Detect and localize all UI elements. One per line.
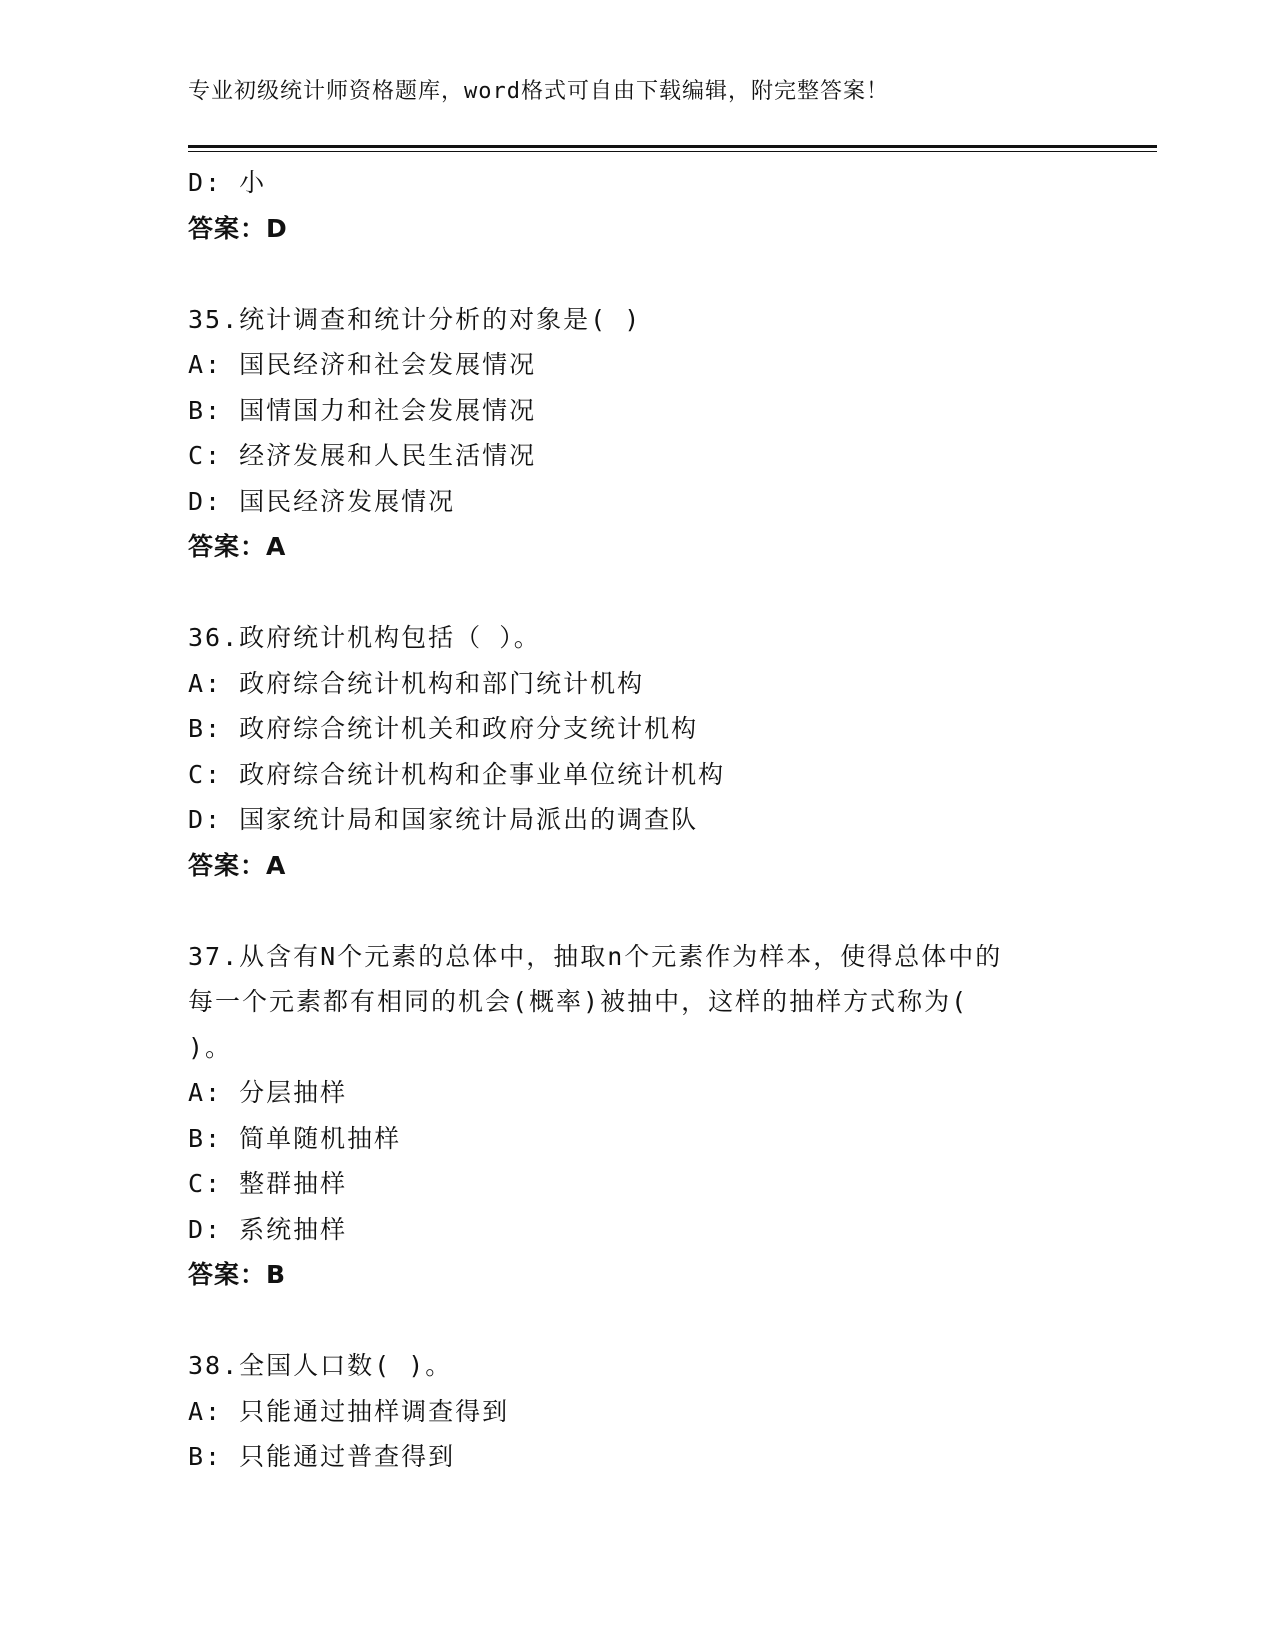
question-stem: 37.从含有N个元素的总体中，抽取n个元素作为样本，使得总体中的 bbox=[188, 941, 1003, 971]
header-rule-thick bbox=[188, 145, 1157, 148]
question-stem: 36.政府统计机构包括（ ）。 bbox=[188, 623, 541, 652]
option-c: C: 整群抽样 bbox=[188, 1169, 348, 1198]
option-d: D: 国民经济发展情况 bbox=[188, 486, 456, 516]
option-b: B: 国情国力和社会发展情况 bbox=[188, 395, 537, 425]
question-stem: 每一个元素都有相同的机会(概率)被抽中，这样的抽样方式称为( bbox=[188, 987, 969, 1016]
option-a: A: 政府综合统计机构和部门统计机构 bbox=[188, 668, 645, 698]
option-b: B: 政府综合统计机关和政府分支统计机构 bbox=[188, 714, 699, 743]
option-b: B: 只能通过普查得到 bbox=[188, 1442, 456, 1471]
option-a: A: 国民经济和社会发展情况 bbox=[188, 350, 537, 379]
option-d: D: 国家统计局和国家统计局派出的调查队 bbox=[188, 805, 699, 834]
option-a: A: 分层抽样 bbox=[188, 1078, 348, 1107]
option-d: D: 系统抽样 bbox=[188, 1214, 348, 1244]
option-d: D: 小 bbox=[188, 168, 267, 197]
question-list bbox=[188, 160, 1088, 1480]
question-stem: )。 bbox=[188, 1032, 233, 1062]
answer-line: 答案：D bbox=[188, 213, 288, 243]
header-rule-thin bbox=[188, 151, 1157, 152]
option-c: C: 政府综合统计机构和企事业单位统计机构 bbox=[188, 759, 726, 789]
question-stem: 35.统计调查和统计分析的对象是( ) bbox=[188, 304, 642, 334]
question-stem: 38.全国人口数( )。 bbox=[188, 1351, 453, 1380]
answer-line: 答案：B bbox=[188, 1260, 287, 1289]
option-c: C: 经济发展和人民生活情况 bbox=[188, 441, 537, 470]
option-b: B: 简单随机抽样 bbox=[188, 1123, 402, 1153]
answer-line: 答案：A bbox=[188, 850, 287, 880]
answer-line: 答案：A bbox=[188, 532, 287, 561]
option-a: A: 只能通过抽样调查得到 bbox=[188, 1396, 510, 1426]
page-header: 专业初级统计师资格题库，word格式可自由下载编辑，附完整答案！ bbox=[188, 79, 889, 104]
